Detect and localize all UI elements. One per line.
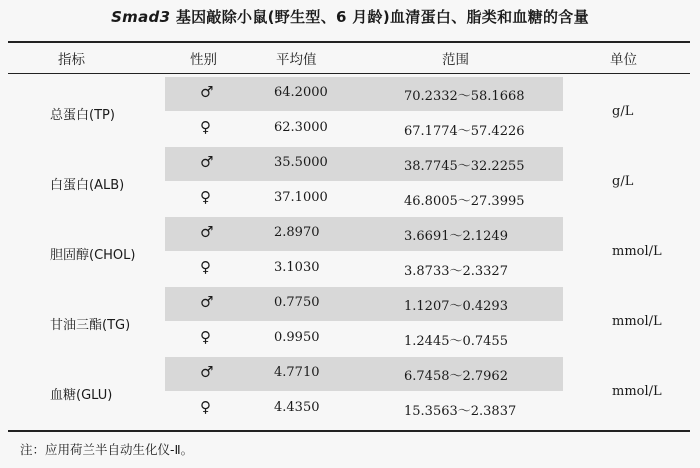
header-mean: 平均值: [276, 52, 317, 68]
female-mean-value: 0.9950: [274, 330, 320, 345]
male-symbol: ♂: [200, 83, 214, 101]
female-mean-value: 37.1000: [274, 190, 328, 205]
male-range-value: 38.7745～32.2255: [404, 159, 525, 174]
indicator-label: 总蛋白(TP): [50, 108, 115, 123]
male-symbol: ♂: [200, 223, 214, 241]
indicator-label: 血糖(GLU): [50, 388, 113, 403]
unit-label: g/L: [612, 104, 634, 119]
male-symbol: ♂: [200, 363, 214, 381]
male-mean-value: 4.7710: [274, 365, 320, 380]
indicator-label: 甘油三酯(TG): [50, 318, 131, 333]
male-mean-value: 35.5000: [274, 155, 328, 170]
title-text: 基因敲除小鼠(野生型、6 月龄)血清蛋白、脂类和血糖的含量: [170, 8, 589, 26]
male-range-value: 3.6691～2.1249: [404, 229, 508, 244]
header-unit: 单位: [610, 52, 637, 68]
bottom-rule: [8, 430, 690, 432]
female-range-value: 15.3563～2.3837: [404, 404, 517, 419]
header-indicator: 指标: [58, 52, 85, 68]
unit-label: g/L: [612, 174, 634, 189]
female-mean-value: 62.3000: [274, 120, 328, 135]
header-sex: 性别: [190, 52, 217, 68]
indicator-label: 白蛋白(ALB): [50, 178, 125, 193]
unit-label: mmol/L: [612, 244, 662, 259]
female-mean-value: 4.4350: [274, 400, 320, 415]
male-mean-value: 2.8970: [274, 225, 320, 240]
female-symbol: ♀: [200, 398, 211, 416]
male-mean-value: 64.2000: [274, 85, 328, 100]
female-range-value: 46.8005～27.3995: [404, 194, 525, 209]
male-symbol: ♂: [200, 153, 214, 171]
header-range: 范围: [442, 52, 469, 68]
male-range-value: 6.7458～2.7962: [404, 369, 508, 384]
top-rule: [8, 41, 690, 43]
male-range-value: 1.1207～0.4293: [404, 299, 508, 314]
header-rule: [8, 73, 690, 74]
female-symbol: ♀: [200, 258, 211, 276]
unit-label: mmol/L: [612, 384, 662, 399]
indicator-label: 胆固醇(CHOL): [50, 248, 136, 263]
male-symbol: ♂: [200, 293, 214, 311]
female-symbol: ♀: [200, 118, 211, 136]
male-mean-value: 0.7750: [274, 295, 320, 310]
female-symbol: ♀: [200, 328, 211, 346]
table-note: 注：应用荷兰半自动生化仪-Ⅱ。: [20, 442, 194, 457]
female-range-value: 3.8733～2.3327: [404, 264, 508, 279]
female-symbol: ♀: [200, 188, 211, 206]
male-range-value: 70.2332～58.1668: [404, 89, 525, 104]
table-title: [0, 6, 700, 27]
female-mean-value: 3.1030: [274, 260, 320, 275]
female-range-value: 1.2445～0.7455: [404, 334, 508, 349]
female-range-value: 67.1774～57.4226: [404, 124, 525, 139]
title-gene-name: Smad3: [111, 8, 171, 26]
unit-label: mmol/L: [612, 314, 662, 329]
